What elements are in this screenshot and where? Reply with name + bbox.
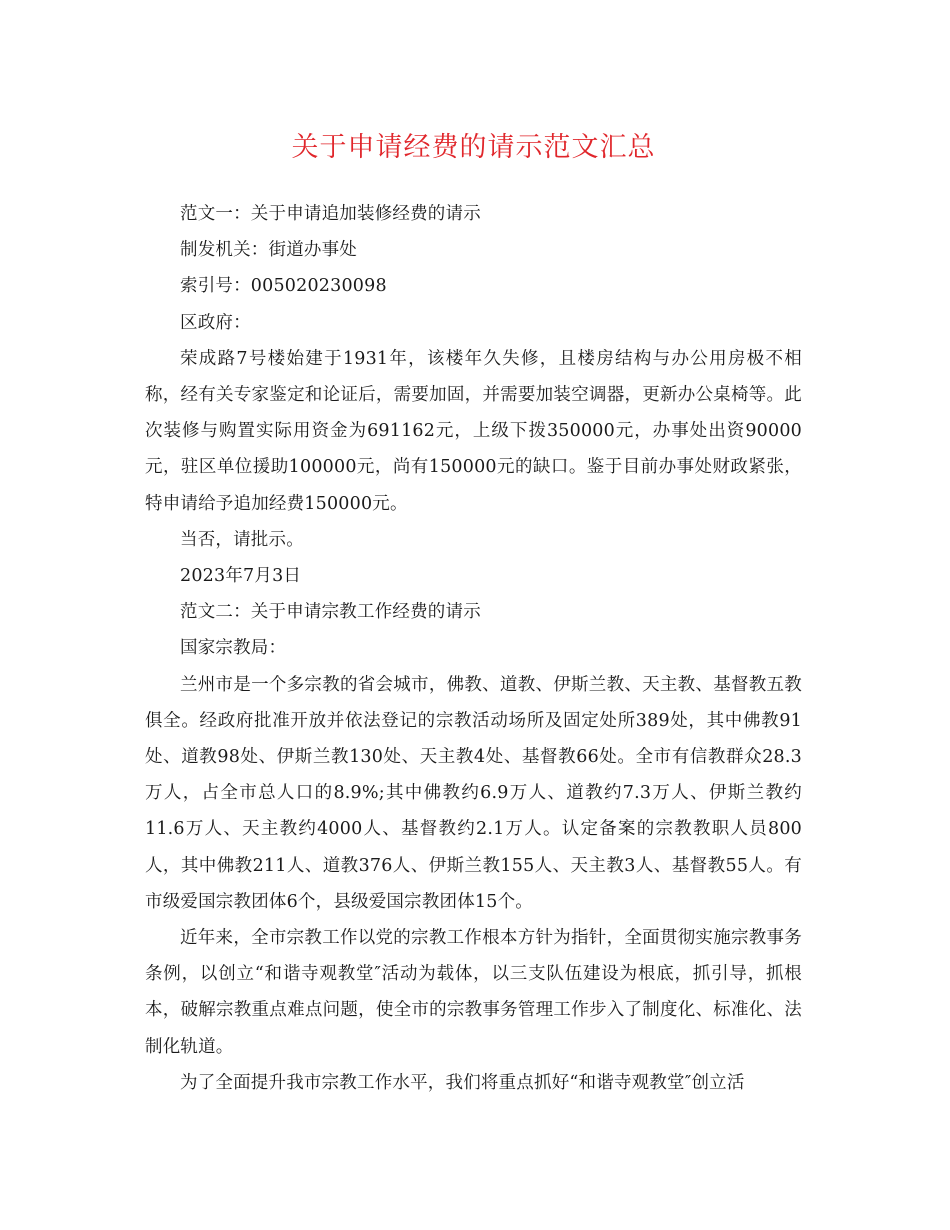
sample2-body-statistics: 兰州市是一个多宗教的省会城市，佛教、道教、伊斯兰教、天主教、基督教五教俱全。经政府批准开放并依法登记的宗教活动场所及固定处所389处，其中佛教91处、道教98处、伊斯兰教130处、天主教4处、基督教66处。全市有信教群众28.3万人，占全市总人口的8.9%;其中佛教约6.9万人、道教约7.3万人、伊斯兰教约11.6万人、天主教约4000人、基督教约2.1万人。认定备案的宗教教职人员800人，其中佛教211人、道教376人、伊斯兰教155人、天主教3人、基督教55人。有市级爱国宗教团体6个，县级爱国宗教团体15个。	[145, 674, 802, 912]
document-title: 关于申请经费的请示范文汇总	[291, 132, 656, 163]
document-date: 2023年7月3日	[180, 566, 302, 587]
sample2-body-plan: 为了全面提升我市宗教工作水平，我们将重点抓好“和谐寺观教堂″创立活	[180, 1072, 745, 1093]
document-body	[145, 196, 802, 1101]
sample2-heading: 范文二：关于申请宗教工作经费的请示	[180, 602, 481, 623]
issuing-authority: 制发机关：街道办事处	[180, 240, 357, 261]
sample1-heading: 范文一：关于申请追加装修经费的请示	[180, 204, 481, 224]
sample2-body-recent-work: 近年来，全市宗教工作以党的宗教工作根本方针为指针，全面贯彻实施宗教事务条例，以创立“和谐寺观教堂″活动为载体，以三支队伍建设为根底，抓引导，抓根本，破解宗教重点难点问题，使全市的宗教事务管理工作步入了制度化、标准化、法制化轨道。	[145, 928, 802, 1057]
recipient-district-government: 区政府：	[180, 312, 251, 333]
recipient-religious-bureau: 国家宗教局：	[180, 638, 287, 659]
index-number: 索引号：005020230098	[180, 276, 387, 297]
sample1-body: 荣成路7号楼始建于1931年，该楼年久失修，且楼房结构与办公用房极不相称，经有关专家鉴定和论证后，需要加固，并需要加装空调器，更新办公桌椅等。此次装修与购置实际用资金为691162元，上级下拨350000元，办事处出资90000元，驻区单位援助100000元，尚有150000元的缺口。鉴于目前办事处财政紧张，特申请给予追加经费150000元。	[145, 348, 802, 514]
request-closing: 当否，请批示。	[180, 529, 304, 550]
